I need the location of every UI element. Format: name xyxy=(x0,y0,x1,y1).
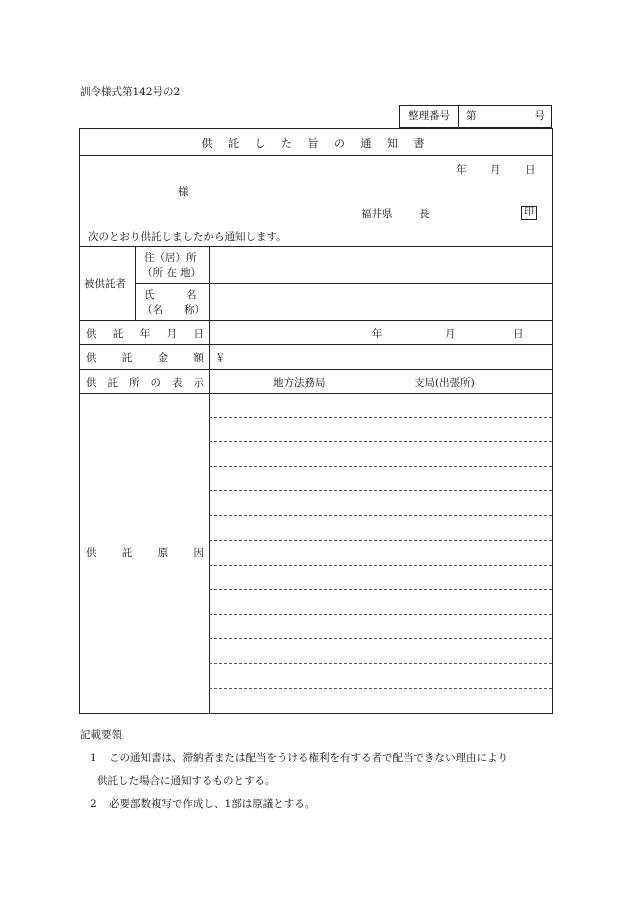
intro-text: 次のとおり供託しましたから通知します。 xyxy=(88,231,287,243)
office-bureau: 地方法務局 xyxy=(273,377,326,389)
deposit-date-year: 年 xyxy=(372,328,383,340)
name-label: 氏 名 xyxy=(144,289,197,301)
office-branch: 支局(出張所) xyxy=(414,377,475,389)
sender-title: 長 xyxy=(419,208,430,220)
name-label-alt: （名 称） xyxy=(142,304,205,316)
address-label-alt: （所 在 地） xyxy=(142,267,202,279)
note-2-text: 必要部数複写で作成し、1部は原議とする。 xyxy=(109,798,316,810)
note-2 xyxy=(90,796,315,811)
ref-number-box xyxy=(399,105,552,128)
note-1-number: 1 xyxy=(90,752,97,764)
deposit-amount-label: 供 託 金 額 xyxy=(86,352,204,364)
date-month: 月 xyxy=(490,164,501,176)
notes-heading: 記載要領 xyxy=(80,729,122,741)
ref-number-prefix: 第 xyxy=(466,110,477,122)
deposit-date-month: 月 xyxy=(445,328,456,340)
date-day: 日 xyxy=(525,164,536,176)
depositee-label: 被供託者 xyxy=(84,278,126,290)
ref-number-suffix: 号 xyxy=(534,110,545,122)
seal-mark: 印 xyxy=(521,206,537,220)
deposit-reason-label: 供 託 原 因 xyxy=(86,547,204,559)
note-1-continued: 供託した場合に通知するものとする。 xyxy=(97,775,276,787)
date-year: 年 xyxy=(456,164,467,176)
notice-form xyxy=(79,128,553,714)
deposit-date-label: 供 託 年 月 日 xyxy=(86,328,204,340)
addressee-suffix: 様 xyxy=(178,186,189,198)
form-id: 訓令様式第142号の2 xyxy=(80,86,181,98)
deposit-office-label: 供 託 所 の 表 示 xyxy=(86,377,204,389)
note-2-number: 2 xyxy=(90,798,97,810)
currency-symbol: ￥ xyxy=(215,352,226,364)
deposit-date-day: 日 xyxy=(513,328,524,340)
form-title: 供 託 し た 旨 の 通 知 書 xyxy=(201,137,431,150)
address-label: 住（居）所 xyxy=(144,252,197,264)
note-1-text: この通知書は、滞納者または配当をうける権利を有する者で配当できない理由により xyxy=(109,752,509,764)
ref-number-label: 整理番号 xyxy=(400,106,459,127)
sender-prefecture: 福井県 xyxy=(361,208,393,220)
note-1 xyxy=(90,750,508,765)
